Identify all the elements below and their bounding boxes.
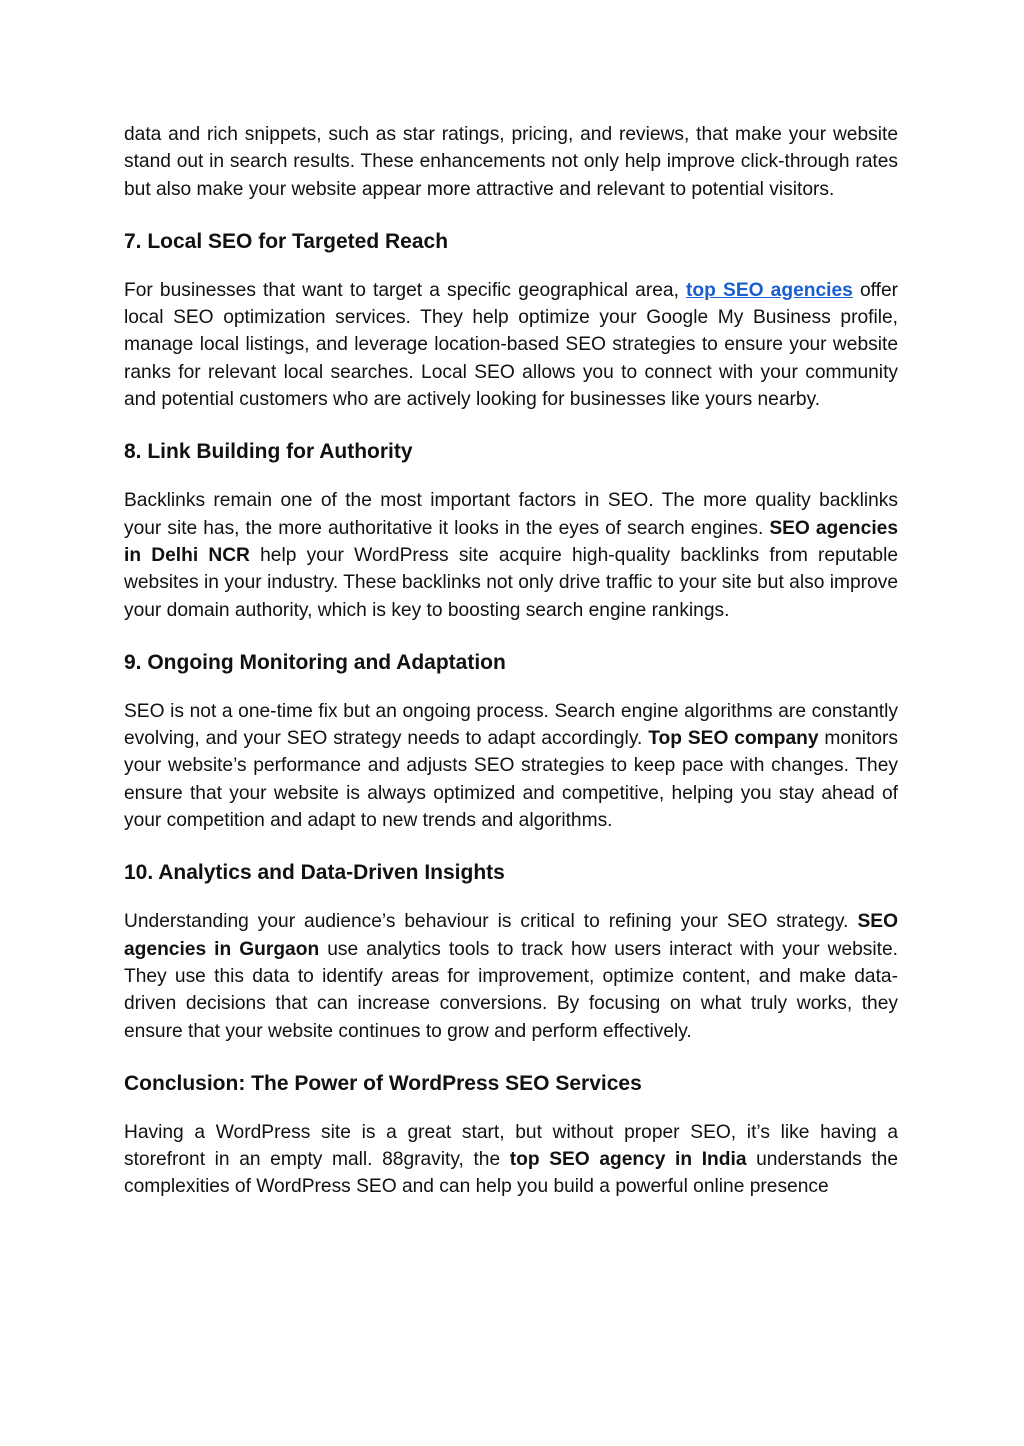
paragraph-text: help your WordPress site acquire high-quality backlinks from reputable websites in your industry. These backlinks not only drive traffic to your site but also improve your domain authority, which is key to boosting search engine rankings. — [124, 544, 898, 621]
paragraph-local-seo — [124, 277, 898, 413]
paragraph-text: Backlinks remain one of the most important factors in SEO. The more quality backlinks your site has, the more authoritative it looks in the eyes of search engines. — [124, 490, 898, 539]
paragraph-text: monitors your website’s performance and adjusts SEO strategies to keep pace with changes. They ensure that your website is always optimized and competitive, helping you stay ahead of your competition and adapt to new trends and algorithms. — [124, 728, 899, 832]
bold-text: SEO agencies in Gurgaon — [124, 911, 898, 960]
paragraph-text: Having a WordPress site is a great start, but without proper SEO, it’s like having a storefront in an empty mall. 88gravity, the — [124, 1121, 898, 1171]
bold-text: Top SEO company — [648, 728, 819, 750]
paragraph-link-building — [124, 487, 898, 623]
paragraph-monitoring — [124, 698, 898, 834]
heading-conclusion: Conclusion: The Power of WordPress SEO Services — [124, 1071, 642, 1095]
bold-text: SEO agencies in Delhi NCR — [124, 517, 898, 566]
heading-analytics: 10. Analytics and Data-Driven Insights — [124, 861, 505, 885]
paragraph-text: Understanding your audience’s behaviour is critical to refining your SEO strategy. — [124, 911, 858, 933]
top-seo-agencies-link[interactable]: top SEO agencies — [686, 279, 853, 301]
paragraph-text: SEO is not a one-time fix but an ongoing process. Search engine algorithms are constantly evolving, and your SEO strategy needs to adapt accordingly. — [124, 700, 898, 750]
paragraph-text: data and rich snippets, such as star ratings, pricing, and reviews, that make your website stand out in search results. These enhancements not only help improve click-through rates but also make your website appear more attractive and relevant to potential visitors. — [124, 124, 898, 200]
bold-text: top SEO agency in India — [509, 1149, 747, 1171]
paragraph-text: understands the complexities of WordPress SEO and can help you build a powerful online presence — [124, 1149, 898, 1198]
paragraph-rich-snippets — [124, 121, 898, 203]
paragraph-text: offer local SEO optimization services. They help optimize your Google My Business profile, manage local listings, and leverage location-based SEO strategies to ensure your website ranks for relevant local searches. Local SEO allows you to connect with your community and potential customers who are actively looking for businesses like yours nearby. — [124, 279, 898, 411]
heading-local-seo: 7. Local SEO for Targeted Reach — [124, 229, 449, 253]
paragraph-text: use analytics tools to track how users interact with your website. They use this data to identify areas for improvement, optimize content, and make data-driven decisions that can increase conversions. By focusing on what truly works, they ensure that your website continues to grow and perform effectively. — [124, 938, 898, 1042]
paragraph-conclusion — [124, 1119, 898, 1201]
paragraph-text: For businesses that want to target a specific geographical area, — [124, 279, 687, 301]
heading-monitoring: 9. Ongoing Monitoring and Adaptation — [124, 650, 506, 674]
document-page — [124, 121, 898, 1201]
paragraph-analytics — [124, 908, 898, 1044]
heading-link-building: 8. Link Building for Authority — [124, 440, 413, 464]
